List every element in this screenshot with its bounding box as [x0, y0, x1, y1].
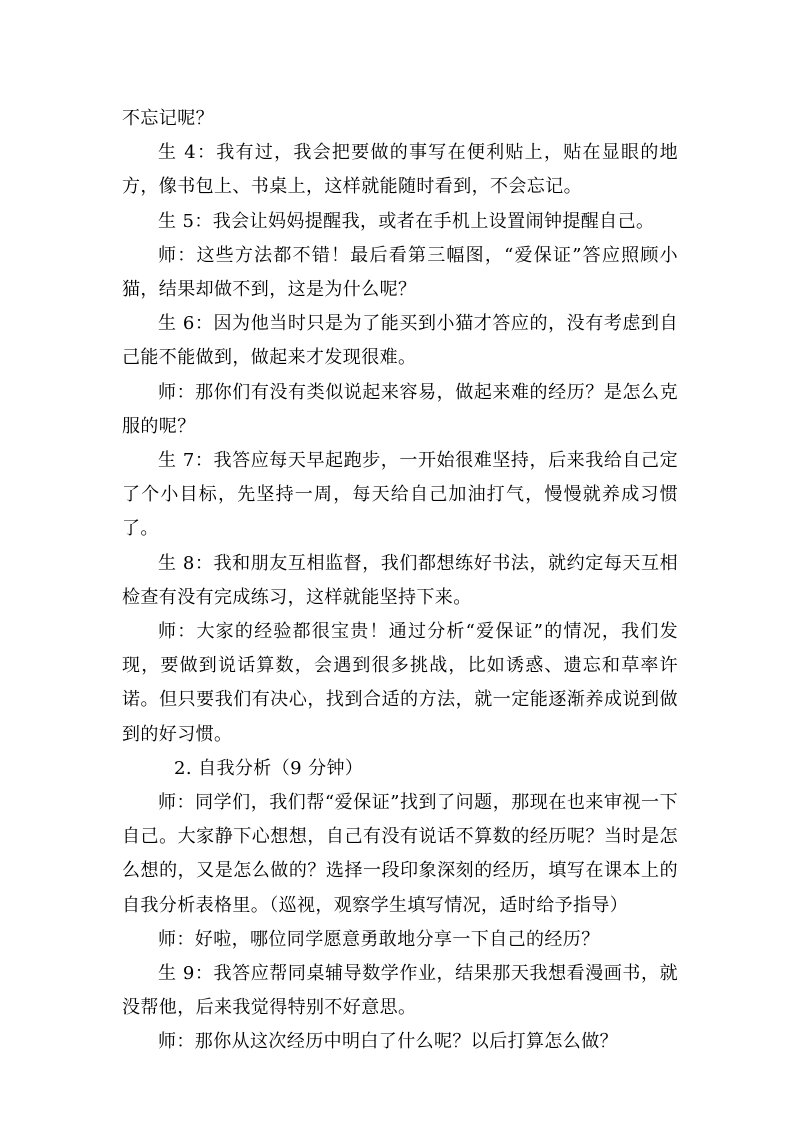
paragraph-student-5: 生 5：我会让妈妈提醒我，或者在手机上设置闹钟提醒自己。: [158, 210, 655, 232]
section-heading-self-analysis: 2. 自我分析（9 分钟）: [174, 757, 364, 779]
paragraph-teacher-third-picture: 师：这些方法都不错！最后看第三幅图，“爱保证”答应照顾小猫，结果却做不到，这是为什么呢？: [122, 244, 678, 301]
paragraph-student-4: 生 4：我有过，我会把要做的事写在便利贴上，贴在显眼的地方，像书包上、书桌上，这样就能随时看到，不会忘记。: [122, 142, 678, 198]
paragraph-continuation: 不忘记呢？: [122, 108, 214, 129]
paragraph-teacher-invite-share: 师：好啦，哪位同学愿意勇敢地分享一下自己的经历？: [158, 928, 600, 950]
paragraph-student-6: 生 6：因为他当时只是为了能买到小猫才答应的，没有考虑到自己能不能做到，做起来才发现很难。: [122, 313, 678, 369]
document-body: [122, 102, 678, 1060]
paragraph-student-7: 生 7：我答应每天早起跑步，一开始很难坚持，后来我给自己定了个小目标，先坚持一周，每天给自己加油打气，慢慢就养成习惯了。: [122, 450, 678, 540]
paragraph-student-8: 生 8：我和朋友互相监督，我们都想练好书法，就约定每天互相检查有没有完成练习，这样就能坚持下来。: [122, 552, 678, 608]
paragraph-teacher-self-analysis: 师：同学们，我们帮“爱保证”找到了问题，那现在也来审视一下自己。大家静下心想想，自己有没有说话不算数的经历呢？当时是怎么想的，又是怎么做的？选择一段印象深刻的经历，填写在课本上的自我分析表格里。（巡视，观察学生填写情况，适时给予指导）: [122, 792, 678, 916]
paragraph-teacher-followup: 师：那你从这次经历中明白了什么呢？以后打算怎么做？: [158, 1031, 618, 1053]
paragraph-teacher-summary: 师：大家的经验都很宝贵！通过分析“爱保证”的情况，我们发现，要做到说话算数，会遇到很多挑战，比如诱惑、遗忘和草率许诺。但只要我们有决心，找到合适的方法，就一定能逐渐养成说到做到的好习惯。: [122, 621, 678, 745]
paragraph-student-9: 生 9：我答应帮同桌辅导数学作业，结果那天我想看漫画书，就没帮他，后来我觉得特别不好意思。: [122, 963, 678, 1019]
paragraph-teacher-experience-question: 师：那你们有没有类似说起来容易，做起来难的经历？是怎么克服的呢？: [122, 381, 678, 437]
